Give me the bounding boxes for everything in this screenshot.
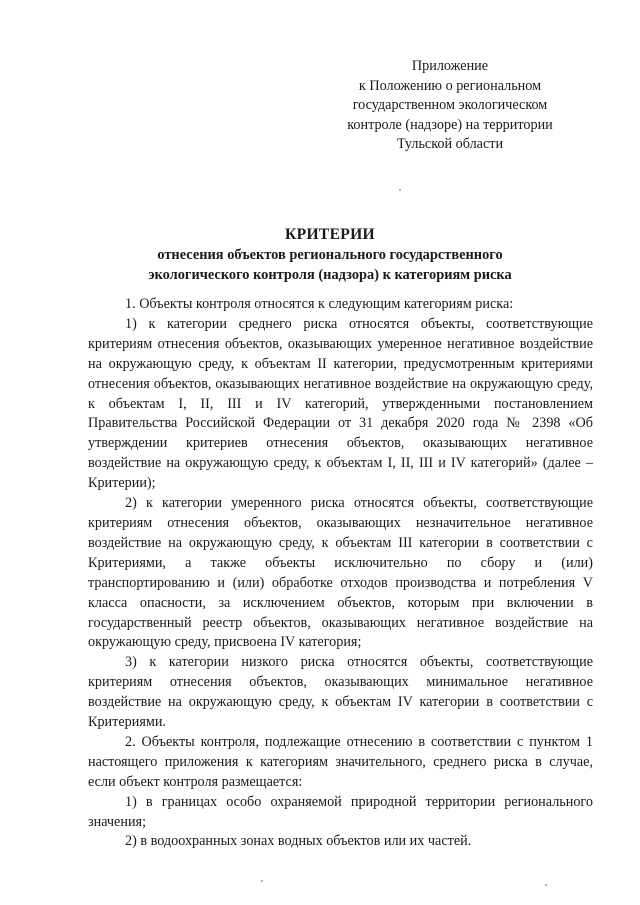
scan-speck — [261, 880, 263, 882]
appendix-line: Приложение — [411, 58, 489, 74]
paragraph: 1) к категории среднего риска относятся объекты, соответствующие критериям отнесения объектов, оказывающих умеренное негативное воздействие на окружающую среду, к объектам II категории, предусмотренным критериями отнесения объектов, оказывающих негативное воздействие на окружающую среду, к объектам I, II, III и IV категорий, утвержденными постановлением Правительства Российской Федерации от 31 декабря 2020 года № 2398 «Об утверждении критериев отнесения объектов, оказывающих негативное воздействие на окружающую среду, к объектам I, II, III и IV категорий» (далее – Критерии); — [88, 315, 593, 492]
paragraph: 2) в водоохранных зонах водных объектов или их частей. — [125, 833, 472, 850]
document-body — [88, 295, 593, 852]
paragraph: 2) к категории умеренного риска относятся объекты, соответствующие критериям отнесения объектов, оказывающих незначительное негативное воздействие на окружающую среду, к объектам III категории в соответствии с Критериями, а также объекты исключительно по сбору и (или) транспортированию и (или) обработке отходов производства и потребления V класса опасности, за исключением объектов, которым при включении в государственный реестр объектов, оказывающих негативное воздействие на окружающую среду, присвоена IV категория; — [88, 495, 593, 651]
scan-speck — [545, 884, 547, 886]
appendix-line: Тульской области — [396, 136, 504, 153]
appendix-line: контроле (надзоре) на территории — [347, 116, 553, 133]
appendix-line: государственном экологическом — [352, 97, 548, 114]
paragraph: 2. Объекты контроля, подлежащие отнесению в соответствии с пунктом 1 настоящего приложения к категориям значительного, среднего риска в случае, если объект контроля размещается: — [88, 733, 593, 790]
scan-speck — [399, 189, 401, 191]
title-subtitle-line: экологического контроля (надзора) к категориям риска — [148, 267, 512, 283]
paragraph: 3) к категории низкого риска относятся объекты, соответствующие критериям отнесения объектов, оказывающих минимальное негативное воздействие на окружающую среду, к объектам IV категории в соответствии с Критериями. — [88, 654, 593, 731]
document-title — [80, 225, 580, 285]
appendix-line: к Положению о региональном — [358, 77, 542, 94]
paragraph: 1. Объекты контроля относятся к следующим категориям риска: — [125, 296, 514, 312]
title-main: КРИТЕРИИ — [285, 226, 375, 243]
appendix-header — [330, 57, 570, 155]
title-subtitle-line: отнесения объектов регионального государственного — [157, 247, 503, 263]
paragraph: 1) в границах особо охраняемой природной территории регионального значения; — [88, 793, 593, 830]
